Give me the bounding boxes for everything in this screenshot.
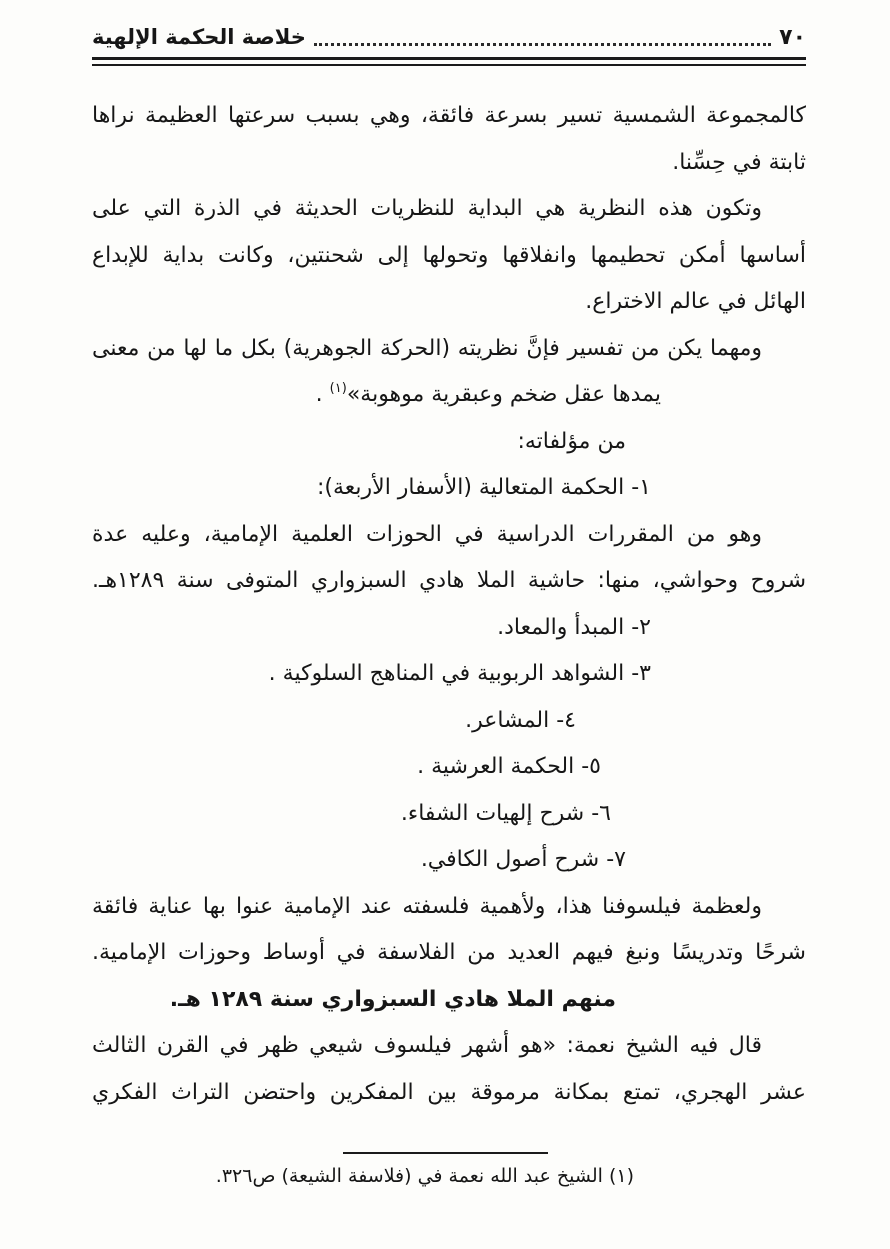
page-body — [92, 93, 806, 1116]
footnote-divider — [343, 1152, 548, 1154]
running-title: خلاصة الحكمة الإلهية — [92, 25, 306, 49]
list-item: ٧- شرح أصول الكافي. — [420, 847, 626, 872]
list-item: ١- الحكمة المتعالية (الأسفار الأربعة): — [317, 475, 651, 500]
text-line: وتكون هذه النظرية هي البداية للنظريات الحديثة في الذرة التي على — [92, 196, 762, 221]
text-line: قال فيه الشيخ نعمة: «هو أشهر فيلسوف شيعي ظهر في القرن الثالث — [92, 1033, 762, 1058]
text-line: الهائل في عالم الاختراع. — [585, 289, 806, 314]
header-divider — [92, 57, 806, 66]
bold-line: منهم الملا هادي السبزواري سنة ١٢٨٩ هـ. — [169, 986, 616, 1012]
text-line: ومهما يكن من تفسير فإنَّ نظريته (الحركة الجوهرية) بكل ما لها من معنى — [92, 335, 762, 361]
list-item: ٥- الحكمة العرشية . — [417, 754, 601, 779]
text-line: ولعظمة فيلسوفنا هذا، ولأهمية فلسفته عند الإمامية عنوا بها عناية فائقة — [92, 893, 762, 919]
list-item: ٤- المشاعر. — [465, 707, 576, 733]
dotted-leader — [314, 28, 771, 46]
text-line: وهو من المقررات الدراسية في الحوزات العلمية الإمامية، وعليه عدة — [92, 521, 762, 547]
list-item: ٢- المبدأ والمعاد. — [497, 614, 651, 640]
section-lead-line: من مؤلفاته: — [517, 428, 626, 454]
text-line: كالمجموعة الشمسية تسير بسرعة فائقة، وهي بسبب سرعتها العظيمة نراها — [92, 103, 806, 128]
list-item: ٦- شرح إلهيات الشفاء. — [400, 800, 611, 826]
text-line: ثابتة في حِسِّنا. — [672, 149, 806, 175]
list-item: ٣- الشواهد الربوبية في المناهج السلوكية . — [268, 661, 651, 686]
text-line: أساسها أمكن تحطيمها وانفلاقها وتحولها إلى شحنتين، وكانت بداية للإبداع — [92, 242, 806, 268]
text-line: شروح وحواشي، منها: حاشية الملا هادي السبزواري المتوفى سنة ١٢٨٩هـ. — [92, 568, 806, 593]
text-line: عشر الهجري، تمتع بمكانة مرموقة بين المفكرين واحتضن التراث الفكري — [92, 1079, 806, 1105]
text-line: شرحًا وتدريسًا ونبغ فيهم العديد من الفلاسفة في أوساط وحوزات الإمامية. — [92, 940, 806, 965]
quote-period: . — [315, 382, 330, 407]
footnote-text: (١) الشيخ عبد الله نعمة في (فلاسفة الشيعة) ص٣٢٦. — [215, 1165, 634, 1187]
quote-end-line — [92, 372, 806, 419]
quote-text: يمدها عقل ضخم وعبقرية موهوبة» — [346, 382, 661, 407]
footnote-reference: (١) — [329, 381, 347, 396]
running-header — [92, 20, 806, 54]
page-number: ٧٠ — [779, 24, 806, 50]
